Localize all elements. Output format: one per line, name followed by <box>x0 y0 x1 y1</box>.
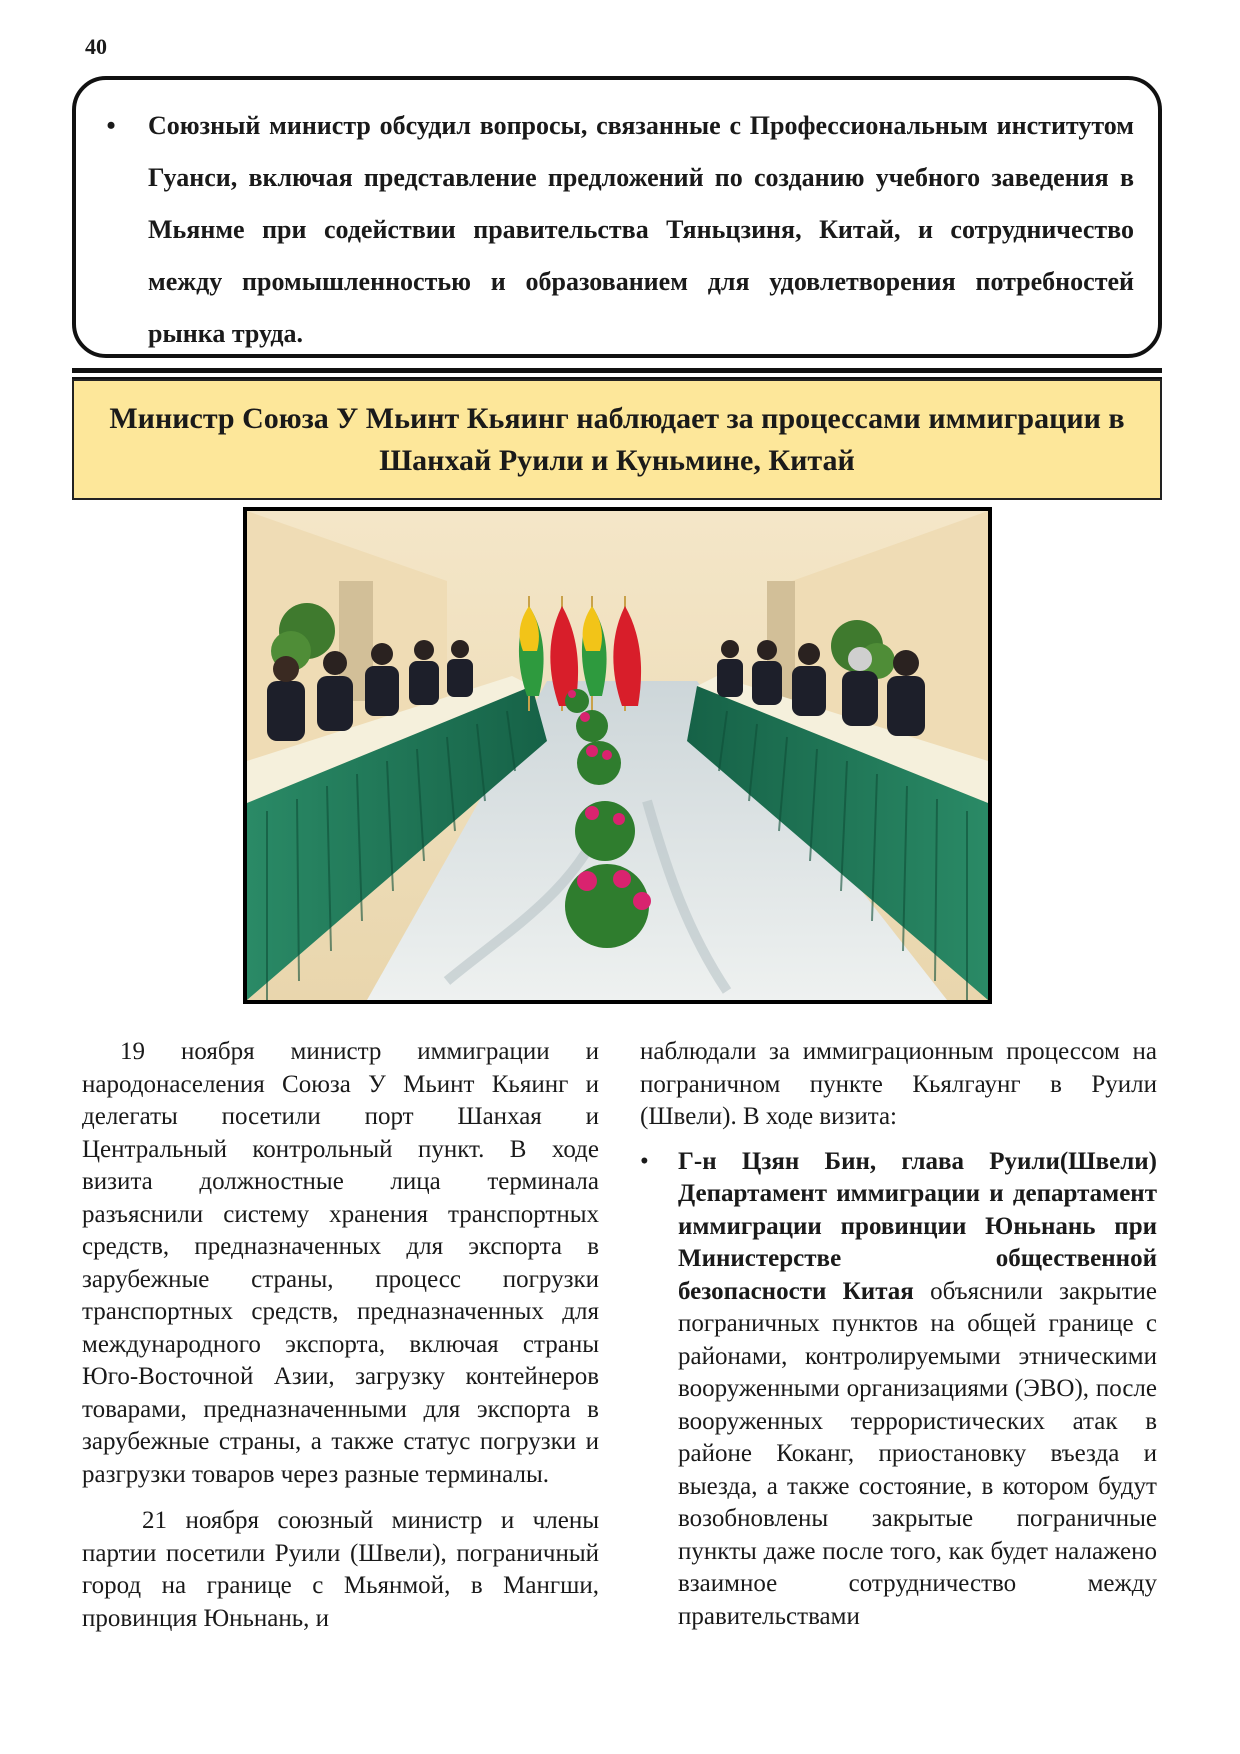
summary-item-text: Союзный министр обсудил вопросы, связанные с Профессиональным институтом Гуанси, включая представление предложений по созданию учебного заведения в Мьянме при содействии правительства Тяньцзиня, Китай, и сотрудничество между промышленностью и образованием для удовлетворения потребностей рынка труда. <box>148 111 1134 348</box>
summary-item <box>96 100 1134 360</box>
article-bullet-list <box>640 1146 1157 1634</box>
bullet-body-text: объяснили закрытие пограничных пунктов на общей границе с районами, контролируемыми этническими вооруженными организациями (ЭВО), после вооруженных террористических атак в районе Коканг, приостановку въезда и выезда, а также состояние, в котором будут возобновлены закрытые пограничные пункты даже после того, как будет налажено взаимное сотрудничество между правительствами <box>678 1277 1157 1630</box>
summary-list <box>96 100 1134 360</box>
article-paragraph: 21 ноября союзный министр и члены партии посетили Руили (Швели), пограничный город на границе с Мьянмой, в Мангши, провинция Юньнань, и <box>82 1507 599 1632</box>
headline-line-2: Шанхай Руили и Куньмине, Китай <box>379 443 855 477</box>
article-column-left <box>82 1036 599 1635</box>
headline-line-1: Министр Союза У Мьинт Кьяинг наблюдает за процессами иммиграции в <box>109 401 1125 435</box>
summary-box <box>72 76 1162 358</box>
page-number: 40 <box>85 34 107 59</box>
article-bullet-item <box>640 1146 1157 1634</box>
article-headline <box>72 379 1162 500</box>
article-paragraph: наблюдали за иммиграционным процессом на пограничном пункте Кьялгаунг в Руили (Швели). В ходе визита: <box>640 1038 1157 1130</box>
article-paragraph: 19 ноября министр иммиграции и народонаселения Союза У Мьинт Кьяинг и делегаты посетили порт Шанхая и Центральный контрольный пункт. В ходе визита должностные лица терминала разъяснили систему хранения транспортных средств, предназначенных для экспорта в зарубежные страны, процесс погрузки транспортных средств, предназначенных для международного экспорта, включая страны Юго-Восточной Азии, загрузку контейнеров товарами, предназначенными для экспорта в зарубежные страны, а также статус погрузки и разгрузки товаров через разные терминалы. <box>82 1038 599 1488</box>
bullet-icon: • <box>640 1147 649 1175</box>
meeting-photo <box>243 507 992 1004</box>
bullet-icon: • <box>106 111 116 140</box>
meeting-photo-illustration <box>247 511 988 1000</box>
article-column-right <box>640 1036 1157 1633</box>
divider-thick <box>72 368 1162 373</box>
bullet-bold-text: Г-н Цзян Бин, глава Руили(Швели) Департамент иммиграции и департамент иммиграции провинции Юньнань при Министерстве общественной безопасности Китая <box>678 1147 1157 1305</box>
